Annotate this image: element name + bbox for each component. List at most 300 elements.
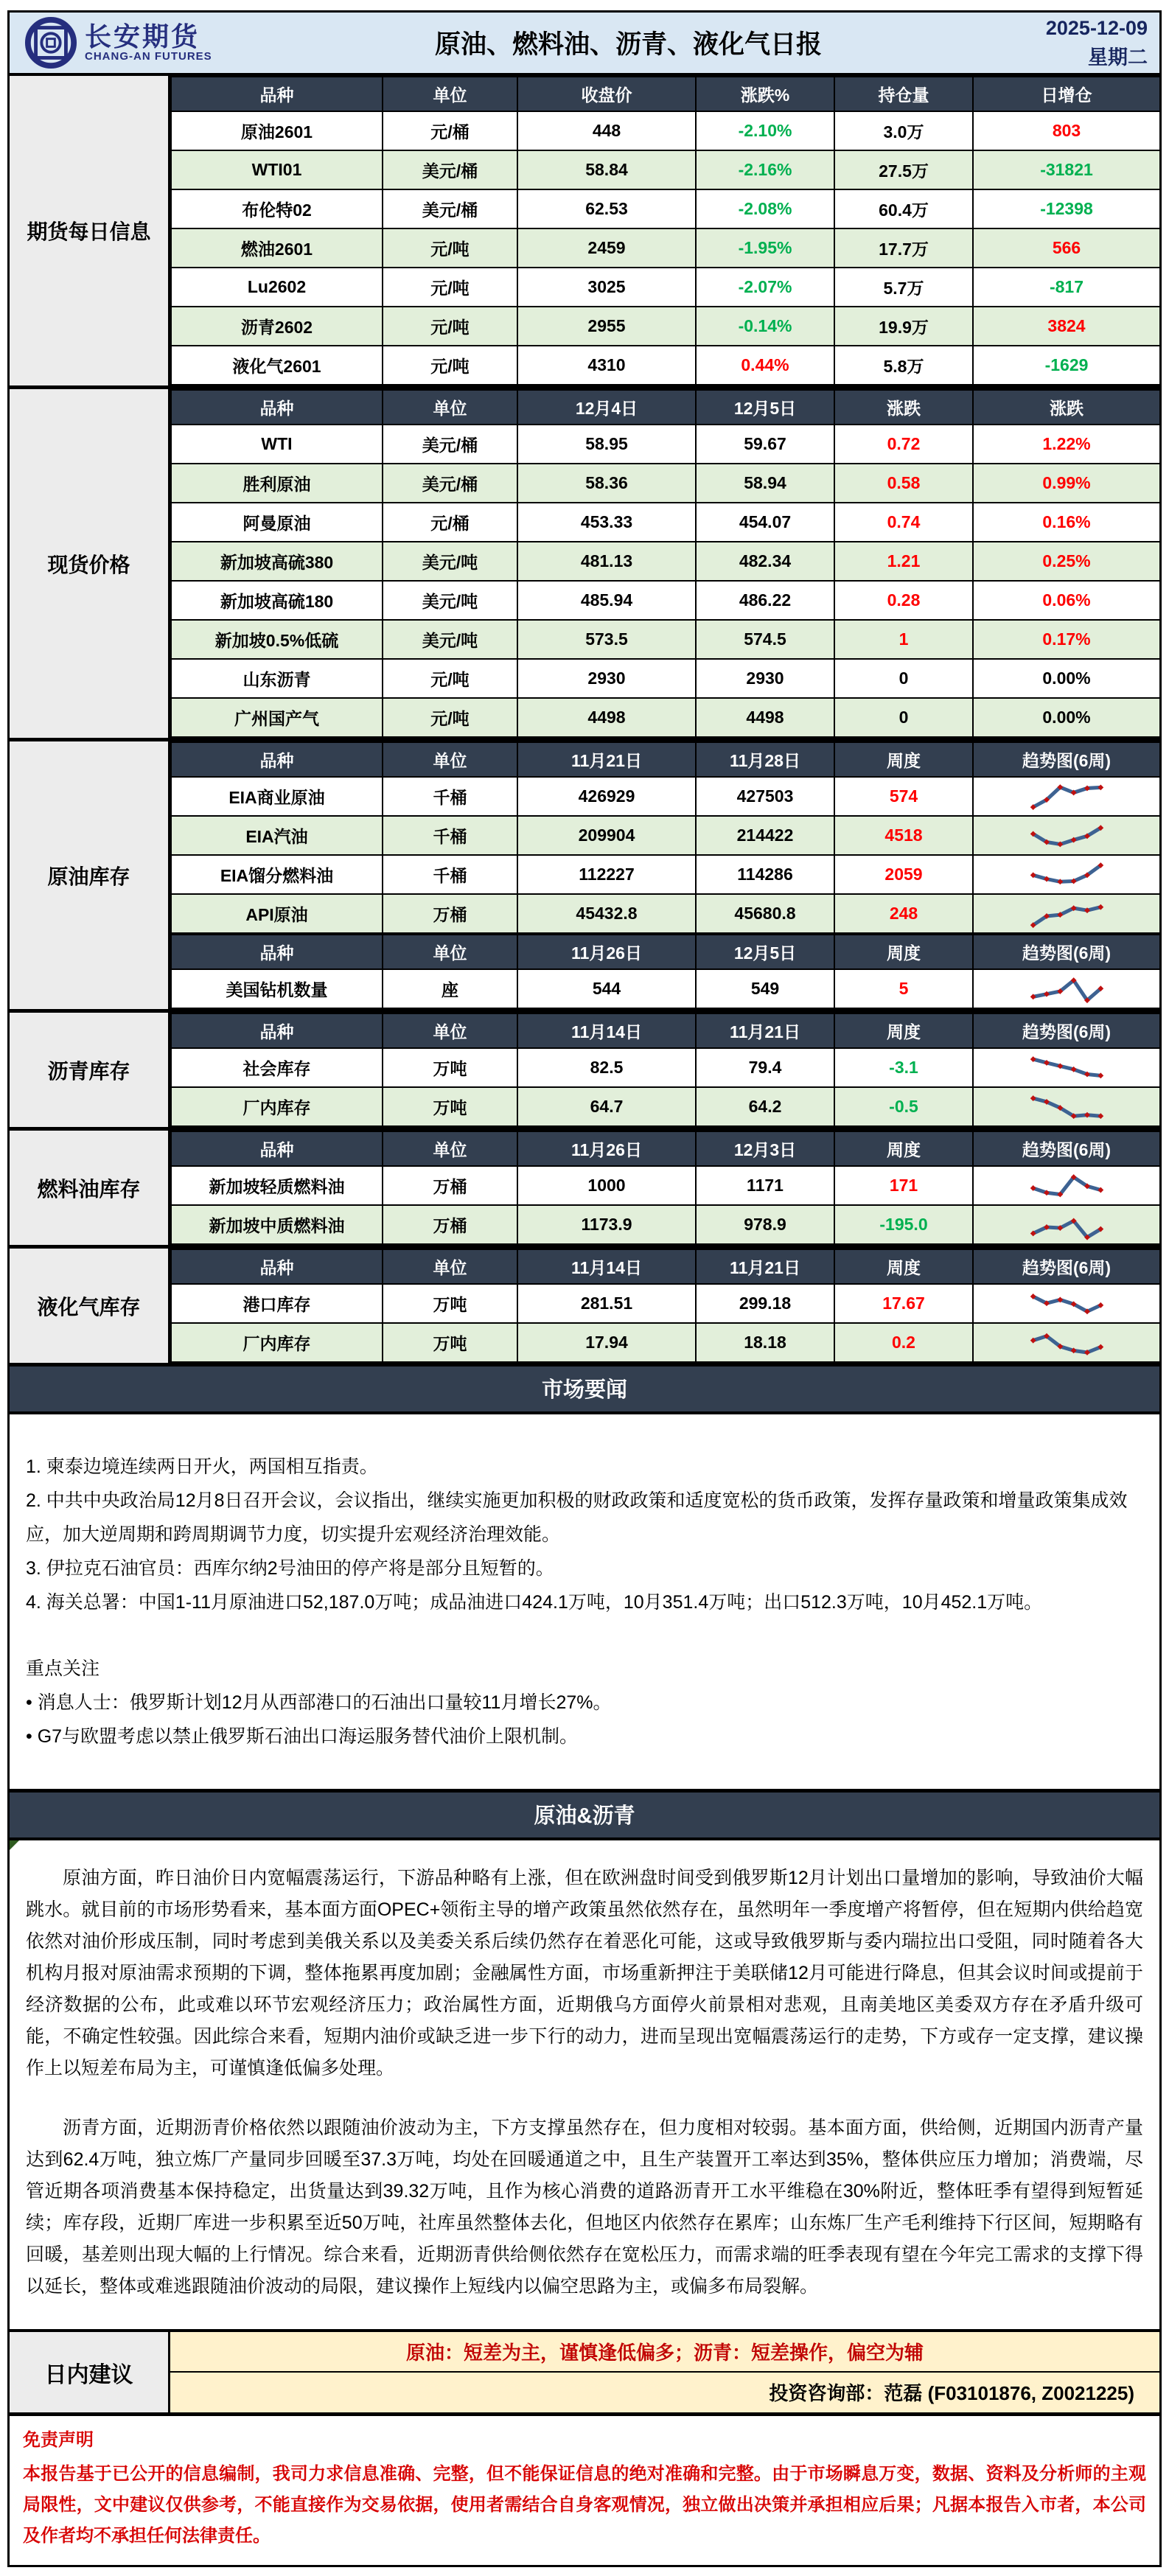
table-cell: 299.18: [696, 1284, 834, 1323]
table-cell: 燃油2601: [171, 228, 383, 268]
table-cell: 1.22%: [973, 425, 1160, 464]
table-cell: 千桶: [383, 855, 517, 894]
column-header: 12月5日: [696, 390, 834, 425]
advice-section: [10, 2329, 1159, 2412]
table-header-row: [171, 1249, 1160, 1284]
table-cell: 114286: [696, 855, 834, 894]
table-cell: 2930: [517, 659, 696, 698]
column-header: 品种: [171, 1013, 383, 1048]
table-cell: 0.17%: [973, 620, 1160, 659]
table-lpg-inventory: [170, 1249, 1161, 1363]
table-cell: 64.7: [517, 1087, 696, 1126]
table-cell: 209904: [517, 816, 696, 855]
column-header: 品种: [171, 742, 383, 777]
table-cell: 1000: [517, 1166, 696, 1205]
trend-sparkline: [988, 779, 1146, 814]
table-cell: 社会库存: [171, 1048, 383, 1087]
table-cell: 17.7万: [834, 228, 973, 268]
table-cell: 0.28: [834, 581, 973, 620]
table-cell: 3025: [517, 268, 696, 307]
table-cell: 58.94: [696, 464, 834, 503]
table-cell: -2.16%: [696, 150, 834, 189]
focus-item: • G7与欧盟考虑以禁止俄罗斯石油出口海运服务替代油价上限机制。: [26, 1726, 579, 1747]
trend-cell: [973, 816, 1160, 855]
table-row: [171, 189, 1160, 228]
table-cell: 64.2: [696, 1087, 834, 1126]
trend-marker: [1098, 1113, 1103, 1119]
table-cell: 112227: [517, 855, 696, 894]
table-cell: 62.53: [517, 189, 696, 228]
table-cell: Lu2602: [171, 268, 383, 307]
column-header: 周度: [834, 1131, 973, 1166]
column-header: 涨跌: [973, 390, 1160, 425]
table-cell: 453.33: [517, 503, 696, 542]
table-cell: 573.5: [517, 620, 696, 659]
table-cell: 0.06%: [973, 581, 1160, 620]
table-cell: 0: [834, 698, 973, 737]
report-header: [10, 13, 1159, 76]
table-cell: 美元/桶: [383, 189, 517, 228]
table-cell: 171: [834, 1166, 973, 1205]
section-label-fuel-oil-inventory: 燃料油库存: [10, 1131, 170, 1245]
column-header: 11月28日: [696, 742, 834, 777]
section-label-lpg-inventory: 液化气库存: [10, 1249, 170, 1363]
table-cell: 281.51: [517, 1284, 696, 1323]
table-cell: 2459: [517, 228, 696, 268]
column-header: 11月21日: [696, 1249, 834, 1284]
news-block: [10, 1414, 1159, 1789]
table-cell: 万吨: [383, 1087, 517, 1126]
disclaimer-title: 免责声明: [23, 2430, 94, 2450]
table-cell: 549: [696, 969, 834, 1008]
table-row: [171, 268, 1160, 307]
table-row: [171, 816, 1160, 855]
table-cell: 0.58: [834, 464, 973, 503]
table-fuel-oil-inventory: [170, 1131, 1161, 1245]
trend-cell: [973, 1205, 1160, 1244]
disclaimer: [10, 2412, 1159, 2565]
advice-text: 原油：短差为主，谨慎逢低偏多；沥青：短差操作，偏空为辅: [170, 2332, 1159, 2373]
trend-sparkline: [988, 857, 1146, 893]
table-cell: 0.74: [834, 503, 973, 542]
table-cell: 新加坡高硫380: [171, 542, 383, 581]
column-header: 周度: [834, 742, 973, 777]
table-cell: 1173.9: [517, 1205, 696, 1244]
trend-cell: [973, 1284, 1160, 1323]
table-row: [171, 425, 1160, 464]
section-tables-lpg-inventory: [170, 1249, 1161, 1363]
table-row: [171, 894, 1160, 933]
table-cell: 广州国产气: [171, 698, 383, 737]
table-cell: 978.9: [696, 1205, 834, 1244]
section-tables-futures-daily: [170, 76, 1161, 385]
trend-sparkline: [988, 1286, 1146, 1322]
data-tables-area: [10, 76, 1159, 1363]
news-item: 2. 中共中央政治局12月8日召开会议，会议指出，继续实施更加积极的财政政策和适度宽松的货币政策，发挥存量政策和增量政策集成效应，加大逆周期和跨周期调节力度，切实提升宏观经济治理效能。: [26, 1490, 1128, 1545]
table-cell: 万吨: [383, 1284, 517, 1323]
table-row: [171, 1323, 1160, 1362]
advice-body: [170, 2332, 1159, 2412]
table-cell: -195.0: [834, 1205, 973, 1244]
news-section-bar: 市场要闻: [10, 1363, 1159, 1414]
section-tables-fuel-oil-inventory: [170, 1131, 1161, 1245]
trend-cell: [973, 969, 1160, 1008]
table-cell: -817: [973, 268, 1160, 307]
analysis-paragraph-asphalt: 沥青方面，近期沥青价格依然以跟随油价波动为主，下方支撑虽然存在，但力度相对较弱。基本面方面，供给侧，近期国内沥青产量达到62.4万吨，独立炼厂产量同步回暖至37.3万吨，均处在回暖通道之中，且生产装置开工率达到35%，整体供应压力增加；消费端，尽管近期各项消费基本保持稳定，出货量达到39.32万吨，且作为核心消费的道路沥青开工水平维稳在30%附近，整体旺季有望得到短暂延续；库存段，近期厂库进一步积累至近50万吨，社库虽然整体去化，但地区内依然存在累库；山东炼厂生产毛利维持下行区间，短期略有回暖，基差则出现大幅的上行情况。综合来看，近期沥青供给侧依然存在宽松压力，而需求端的旺季表现有望在今年完工需求的支撑下得以延长，整体或难逃跟随油价波动的局限，建议操作上短线内以偏空思路为主，或偏多布局裂解。: [26, 2118, 1143, 2297]
trend-marker: [1098, 784, 1103, 790]
table-cell: 新加坡中质燃料油: [171, 1205, 383, 1244]
analysis-section-bar: 原油&沥青: [10, 1789, 1159, 1840]
table-cell: 3.0万: [834, 111, 973, 150]
table-header-row: [171, 1131, 1160, 1166]
table-cell: 4310: [517, 346, 696, 385]
table-cell: 厂内库存: [171, 1087, 383, 1126]
trend-sparkline: [988, 818, 1146, 854]
table-cell: 美元/桶: [383, 464, 517, 503]
column-header: 单位: [383, 935, 517, 969]
table-cell: 元/桶: [383, 111, 517, 150]
table-row: [171, 1087, 1160, 1126]
column-header: 周度: [834, 1013, 973, 1048]
table-row: [171, 969, 1160, 1008]
table-row: [171, 581, 1160, 620]
table-cell: 元/吨: [383, 307, 517, 346]
column-header: 品种: [171, 1249, 383, 1284]
table-cell: -12398: [973, 189, 1160, 228]
table-cell: -2.07%: [696, 268, 834, 307]
table-cell: -0.14%: [696, 307, 834, 346]
column-header: 品种: [171, 1131, 383, 1166]
column-header: 单位: [383, 77, 517, 111]
table-row: [171, 1166, 1160, 1205]
table-row: [171, 307, 1160, 346]
table-row: [171, 464, 1160, 503]
table-cell: 万桶: [383, 1205, 517, 1244]
trend-marker: [1084, 1111, 1090, 1117]
table-row: [171, 659, 1160, 698]
table-cell: 248: [834, 894, 973, 933]
trend-sparkline: [988, 1168, 1146, 1204]
table-header-row: [171, 935, 1160, 969]
table-cell: 万吨: [383, 1048, 517, 1087]
report-weekday: 星期二: [1088, 46, 1148, 69]
table-cell: 574: [834, 777, 973, 816]
advice-label: 日内建议: [10, 2332, 170, 2412]
section-lpg-inventory: [10, 1245, 1159, 1363]
table-cell: 新加坡高硫180: [171, 581, 383, 620]
table-cell: 座: [383, 969, 517, 1008]
column-header: 涨跌%: [696, 77, 834, 111]
table-cell: 沥青2602: [171, 307, 383, 346]
focus-items: [26, 1686, 1143, 1753]
section-fuel-oil-inventory: [10, 1127, 1159, 1245]
trend-sparkline: [988, 971, 1146, 1007]
report-date-block: [989, 13, 1148, 73]
trend-cell: [973, 855, 1160, 894]
table-header-row: [171, 742, 1160, 777]
table-cell: 新加坡轻质燃料油: [171, 1166, 383, 1205]
table-cell: 美国钻机数量: [171, 969, 383, 1008]
table-spot-price: [170, 389, 1161, 738]
table-cell: EIA汽油: [171, 816, 383, 855]
section-label-crude-inventory: 原油库存: [10, 741, 170, 1009]
table-cell: 5: [834, 969, 973, 1008]
table-cell: 2059: [834, 855, 973, 894]
table-cell: -2.10%: [696, 111, 834, 150]
table-cell: 千桶: [383, 777, 517, 816]
column-header: 收盘价: [517, 77, 696, 111]
table-cell: 万桶: [383, 1166, 517, 1205]
column-header: 11月14日: [517, 1013, 696, 1048]
column-header: 涨跌: [834, 390, 973, 425]
table-cell: 79.4: [696, 1048, 834, 1087]
table-cell: 18.18: [696, 1323, 834, 1362]
table-cell: 3824: [973, 307, 1160, 346]
table-cell: 426929: [517, 777, 696, 816]
table-row: [171, 777, 1160, 816]
column-header: 11月21日: [517, 742, 696, 777]
table-cell: 美元/吨: [383, 542, 517, 581]
table-cell: 0.2: [834, 1323, 973, 1362]
table-cell: 0.00%: [973, 659, 1160, 698]
coin-logo-icon: [24, 16, 77, 69]
table-cell: 5.8万: [834, 346, 973, 385]
column-header: 单位: [383, 1013, 517, 1048]
table-cell: -1.95%: [696, 228, 834, 268]
focus-item: • 消息人士：俄罗斯计划12月从西部港口的石油出口量较11月增长27%。: [26, 1692, 612, 1713]
table-cell: 0.72: [834, 425, 973, 464]
column-header: 11月26日: [517, 935, 696, 969]
news-item: 3. 伊拉克石油官员：西库尔纳2号油田的停产将是部分且短暂的。: [26, 1558, 554, 1579]
table-row: [171, 698, 1160, 737]
table-row: [171, 150, 1160, 189]
section-asphalt-inventory: [10, 1009, 1159, 1127]
table-cell: 27.5万: [834, 150, 973, 189]
column-header: 品种: [171, 935, 383, 969]
column-header: 趋势图(6周): [973, 935, 1160, 969]
table-cell: 17.94: [517, 1323, 696, 1362]
table-cell: EIA商业原油: [171, 777, 383, 816]
table-cell: 82.5: [517, 1048, 696, 1087]
news-item: 4. 海关总署：中国1-11月原油进口52,187.0万吨；成品油进口424.1万吨，10月351.4万吨；出口512.3万吨，10月452.1万吨。: [26, 1592, 1043, 1613]
table-cell: -1629: [973, 346, 1160, 385]
disclaimer-text: 本报告基于已公开的信息编制，我司力求信息准确、完整，但不能保证信息的绝对准确和完整。由于市场瞬息万变，数据、资料及分析师的主观局限性，文中建议仅供参考，不能直接作为交易依据，使用者需结合自身客观情况，独立做出决策并承担相应后果；凡据本报告入市者，本公司及作者均不承担任何法律责任。: [23, 2464, 1146, 2546]
trend-sparkline: [988, 1050, 1146, 1086]
table-cell: 544: [517, 969, 696, 1008]
section-tables-crude-inventory: [170, 741, 1161, 1009]
table-cell: 美元/吨: [383, 620, 517, 659]
table-cell: 元/吨: [383, 268, 517, 307]
table-cell: 58.36: [517, 464, 696, 503]
table-cell: 布伦特02: [171, 189, 383, 228]
table-cell: 液化气2601: [171, 346, 383, 385]
table-header-row: [171, 77, 1160, 111]
table-cell: 新加坡0.5%低硫: [171, 620, 383, 659]
table-cell: 448: [517, 111, 696, 150]
table-cell: 元/吨: [383, 698, 517, 737]
section-tables-asphalt-inventory: [170, 1013, 1161, 1127]
table-cell: 港口库存: [171, 1284, 383, 1323]
table-cell: 1171: [696, 1166, 834, 1205]
trend-cell: [973, 1323, 1160, 1362]
table-cell: 454.07: [696, 503, 834, 542]
table-header-row: [171, 390, 1160, 425]
column-header: 趋势图(6周): [973, 1249, 1160, 1284]
company-name-cn: 长安期货: [85, 21, 200, 52]
table-row: [171, 1048, 1160, 1087]
table-cell: 元/吨: [383, 346, 517, 385]
column-header: 日增仓: [973, 77, 1160, 111]
table-asphalt-inventory: [170, 1013, 1161, 1127]
company-logo: [24, 16, 268, 69]
news-item: 1. 柬泰边境连续两日开火，两国相互指责。: [26, 1456, 378, 1477]
report-page: [7, 10, 1162, 2567]
focus-title: 重点关注: [26, 1658, 100, 1679]
column-header: 持仓量: [834, 77, 973, 111]
table-cell: 4498: [696, 698, 834, 737]
table-cell: 481.13: [517, 542, 696, 581]
table-cell: 1.21: [834, 542, 973, 581]
section-tables-spot-price: [170, 389, 1161, 738]
section-spot-price: [10, 385, 1159, 738]
table-cell: 58.84: [517, 150, 696, 189]
table-cell: 胜利原油: [171, 464, 383, 503]
trend-cell: [973, 1087, 1160, 1126]
table-cell: 58.95: [517, 425, 696, 464]
trend-sparkline: [988, 1089, 1146, 1125]
table-row: [171, 1284, 1160, 1323]
table-cell: 4518: [834, 816, 973, 855]
table-cell: -3.1: [834, 1048, 973, 1087]
table-cell: 4498: [517, 698, 696, 737]
trend-sparkline: [988, 896, 1146, 932]
table-row: [171, 228, 1160, 268]
table-cell: EIA馏分燃料油: [171, 855, 383, 894]
table-cell: 万吨: [383, 1323, 517, 1362]
table-cell: 阿曼原油: [171, 503, 383, 542]
table-header-row: [171, 1013, 1160, 1048]
table-cell: 元/桶: [383, 503, 517, 542]
table-cell: -0.5: [834, 1087, 973, 1126]
trend-cell: [973, 894, 1160, 933]
table-cell: -31821: [973, 150, 1160, 189]
table-row: [171, 542, 1160, 581]
trend-cell: [973, 777, 1160, 816]
table-cell: 17.67: [834, 1284, 973, 1323]
table-row: [171, 111, 1160, 150]
table-crude-inventory-1: [170, 934, 1161, 1009]
table-cell: 0.16%: [973, 503, 1160, 542]
table-cell: 427503: [696, 777, 834, 816]
table-cell: 2930: [696, 659, 834, 698]
column-header: 单位: [383, 1131, 517, 1166]
table-cell: 美元/桶: [383, 150, 517, 189]
table-cell: 59.67: [696, 425, 834, 464]
column-header: 单位: [383, 390, 517, 425]
section-futures-daily: [10, 76, 1159, 385]
column-header: 品种: [171, 390, 383, 425]
table-cell: WTI01: [171, 150, 383, 189]
column-header: 趋势图(6周): [973, 742, 1160, 777]
column-header: 11月21日: [696, 1013, 834, 1048]
table-cell: 千桶: [383, 816, 517, 855]
column-header: 趋势图(6周): [973, 1131, 1160, 1166]
table-cell: 574.5: [696, 620, 834, 659]
column-header: 周度: [834, 935, 973, 969]
company-name-en: CHANG-AN FUTURES: [85, 50, 212, 63]
table-cell: 566: [973, 228, 1160, 268]
trend-sparkline: [988, 1325, 1146, 1361]
table-row: [171, 620, 1160, 659]
table-cell: 元/吨: [383, 228, 517, 268]
table-row: [171, 855, 1160, 894]
table-cell: 2955: [517, 307, 696, 346]
column-header: 12月3日: [696, 1131, 834, 1166]
table-cell: 0.44%: [696, 346, 834, 385]
column-header: 趋势图(6周): [973, 1013, 1160, 1048]
table-cell: 803: [973, 111, 1160, 150]
trend-cell: [973, 1166, 1160, 1205]
report-date: 2025-12-09: [1045, 16, 1148, 39]
table-cell: 元/吨: [383, 659, 517, 698]
table-futures-daily: [170, 76, 1161, 385]
table-cell: 0.00%: [973, 698, 1160, 737]
column-header: 品种: [171, 77, 383, 111]
table-cell: 45432.8: [517, 894, 696, 933]
column-header: 12月4日: [517, 390, 696, 425]
advice-contact: 投资咨询部：范磊 (F03101876, Z0021225): [769, 2382, 1134, 2404]
table-cell: 60.4万: [834, 189, 973, 228]
table-cell: 485.94: [517, 581, 696, 620]
table-cell: 19.9万: [834, 307, 973, 346]
analysis-block: [10, 1840, 1159, 2329]
column-header: 11月26日: [517, 1131, 696, 1166]
table-cell: 原油2601: [171, 111, 383, 150]
table-cell: 厂内库存: [171, 1323, 383, 1362]
table-cell: 486.22: [696, 581, 834, 620]
table-cell: 山东沥青: [171, 659, 383, 698]
column-header: 周度: [834, 1249, 973, 1284]
table-crude-inventory: [170, 741, 1161, 934]
trend-cell: [973, 1048, 1160, 1087]
table-row: [171, 346, 1160, 385]
column-header: 单位: [383, 1249, 517, 1284]
table-cell: 美元/吨: [383, 581, 517, 620]
section-label-futures-daily: 期货每日信息: [10, 76, 170, 385]
table-cell: 万桶: [383, 894, 517, 933]
analysis-paragraph-crude: 原油方面，昨日油价日内宽幅震荡运行，下游品种略有上涨，但在欧洲盘时间受到俄罗斯12月计划出口量增加的影响，导致油价大幅跳水。就目前的市场形势看来，基本面方面OPEC+领衔主导的增产政策虽然依然存在，虽然明年一季度增产将暂停，但在短期内供给趋宽依然对油价形成压制，同时考虑到美俄关系以及美委关系后续仍然存在着恶化可能，这或导致俄罗斯与委内瑞拉出口受阻，同时随着各大机构月报对原油需求预期的下调，整体拖累再度加剧；金融属性方面，市场重新押注于美联储12月可能进行降息，但其会议时间或提前于经济数据的公布，此或难以环节宏观经济压力；政治属性方面，近期俄乌方面停火前景相对悲观，且南美地区美委双方存在矛盾升级可能，不确定性较强。因此综合来看，短期内油价或缺乏进一步下行的动力，进而呈现出宽幅震荡运行的走势，下方或存一定支撑，建议操作上以短差布局为主，可谨慎逢低偏多处理。: [26, 1868, 1143, 2078]
column-header: 单位: [383, 742, 517, 777]
table-cell: 0.99%: [973, 464, 1160, 503]
table-row: [171, 1205, 1160, 1244]
news-items: [26, 1450, 1143, 1619]
table-cell: 214422: [696, 816, 834, 855]
table-cell: 482.34: [696, 542, 834, 581]
table-cell: 0: [834, 659, 973, 698]
table-cell: 1: [834, 620, 973, 659]
table-cell: 45680.8: [696, 894, 834, 933]
column-header: 12月5日: [696, 935, 834, 969]
table-row: [171, 503, 1160, 542]
section-label-asphalt-inventory: 沥青库存: [10, 1013, 170, 1127]
trend-sparkline: [988, 1207, 1146, 1243]
table-cell: WTI: [171, 425, 383, 464]
section-crude-inventory: [10, 738, 1159, 1009]
table-cell: 0.25%: [973, 542, 1160, 581]
table-cell: 5.7万: [834, 268, 973, 307]
table-cell: API原油: [171, 894, 383, 933]
report-title: 原油、燃料油、沥青、液化气日报: [434, 30, 822, 59]
